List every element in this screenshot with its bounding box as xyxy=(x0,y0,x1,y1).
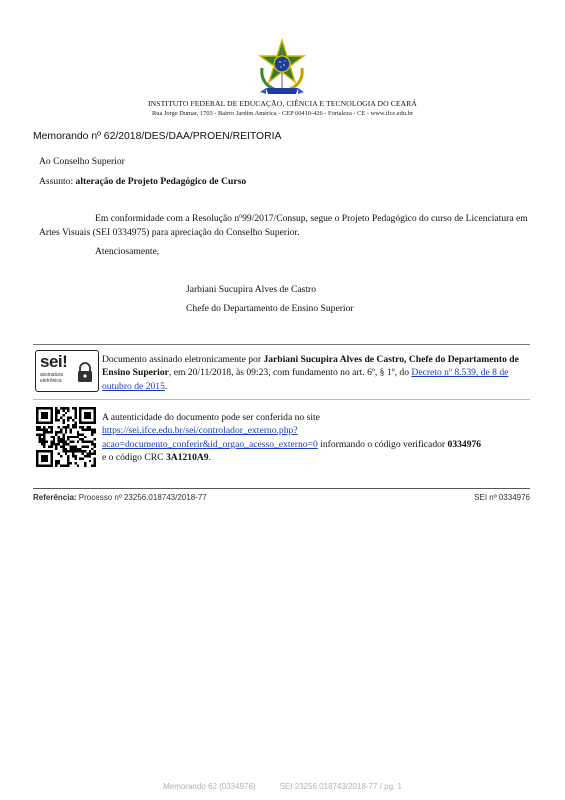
memo-body: Em conformidade com a Resolução nº99/2017/Consup, segue o Projeto Pedagógico do curso de Licenciatura em Artes Visuais (SEI 0334975) para apreciação do Conselho Superior. xyxy=(39,213,528,238)
reference-label: Referência: xyxy=(33,493,77,502)
authenticity-intro: A autenticidade do documento pode ser conferida no site xyxy=(102,412,320,423)
verification-link-line2[interactable]: acao=documento_conferir&id_orgao_acesso_externo=0 xyxy=(102,438,318,450)
signature-statement xyxy=(102,353,530,393)
sei-logo-line1: assinatura xyxy=(40,372,64,378)
subject-label: Assunto: xyxy=(39,176,74,187)
authenticity-text-end: . xyxy=(208,452,212,464)
memo-recipient: Ao Conselho Superior xyxy=(39,156,125,167)
page-footer xyxy=(0,782,565,791)
memo-subject xyxy=(39,176,246,187)
footer-left: Memorando 62 (0334976) xyxy=(163,782,256,791)
sei-logo-line2: eletrônica xyxy=(40,377,62,384)
subject-text: alteração de Projeto Pedagógico de Curso xyxy=(75,176,247,187)
signature-signer: Jarbiani Sucupira Alves de Castro xyxy=(263,354,405,365)
sei-logo-word: sei! xyxy=(40,352,68,371)
signer-name: Jarbiani Sucupira Alves de Castro xyxy=(186,284,317,295)
sei-logo-subtitle xyxy=(40,373,63,384)
signature-text-prefix: Documento assinado eletronicamente por xyxy=(102,354,264,365)
institution-name: INSTITUTO FEDERAL DE EDUCAÇÃO, CIÊNCIA E TECNOLOGIA DO CEARÁ xyxy=(148,99,417,108)
authenticity-text-mid: informando o código verificador xyxy=(317,438,448,450)
sei-signature-logo xyxy=(35,350,99,392)
verifier-code: 0334976 xyxy=(447,438,482,450)
signer-role: Chefe do Departamento de Ensino Superior xyxy=(186,303,354,314)
verification-link-line1[interactable]: https://sei.ifce.edu.br/sei/controlador_externo.php? xyxy=(102,425,298,437)
reference-value: Processo nº 23256.018743/2018-77 xyxy=(76,493,207,502)
footer-right: SEI 23256.018743/2018-77 / pg. 1 xyxy=(279,782,402,791)
sei-number: SEI nº 0334976 xyxy=(474,493,530,502)
authenticity-statement xyxy=(102,411,530,465)
signature-text-mid: , em 20/11/2018, às 09:23, com fundamento no art. 6º, § 1º, do xyxy=(168,367,412,379)
decree-link[interactable]: Decreto nº 8.539, de 8 de outubro de 2015 xyxy=(102,367,509,392)
lock-icon xyxy=(76,361,94,383)
coat-of-arms-icon xyxy=(254,38,310,96)
memo-closing: Atenciosamente, xyxy=(95,246,160,257)
signature-text-end: . xyxy=(164,380,168,392)
divider xyxy=(33,488,530,489)
authenticity-text-crc: e o código CRC xyxy=(102,452,166,464)
divider xyxy=(33,344,530,345)
institution-address: Rua Jorge Dumar, 1703 - Bairro Jardim América - CEP 60410-426 - Fortaleza - CE - www.ifce.edu.br xyxy=(152,110,413,117)
signature-role: , Chefe do Departamento de Ensino Superior xyxy=(102,354,519,379)
qr-code-icon xyxy=(36,407,96,467)
reference xyxy=(33,493,207,502)
crc-code: 3A1210A9 xyxy=(165,452,209,464)
divider xyxy=(33,399,530,400)
memo-number: Memorando nº 62/2018/DES/DAA/PROEN/REITORIA xyxy=(33,131,282,142)
